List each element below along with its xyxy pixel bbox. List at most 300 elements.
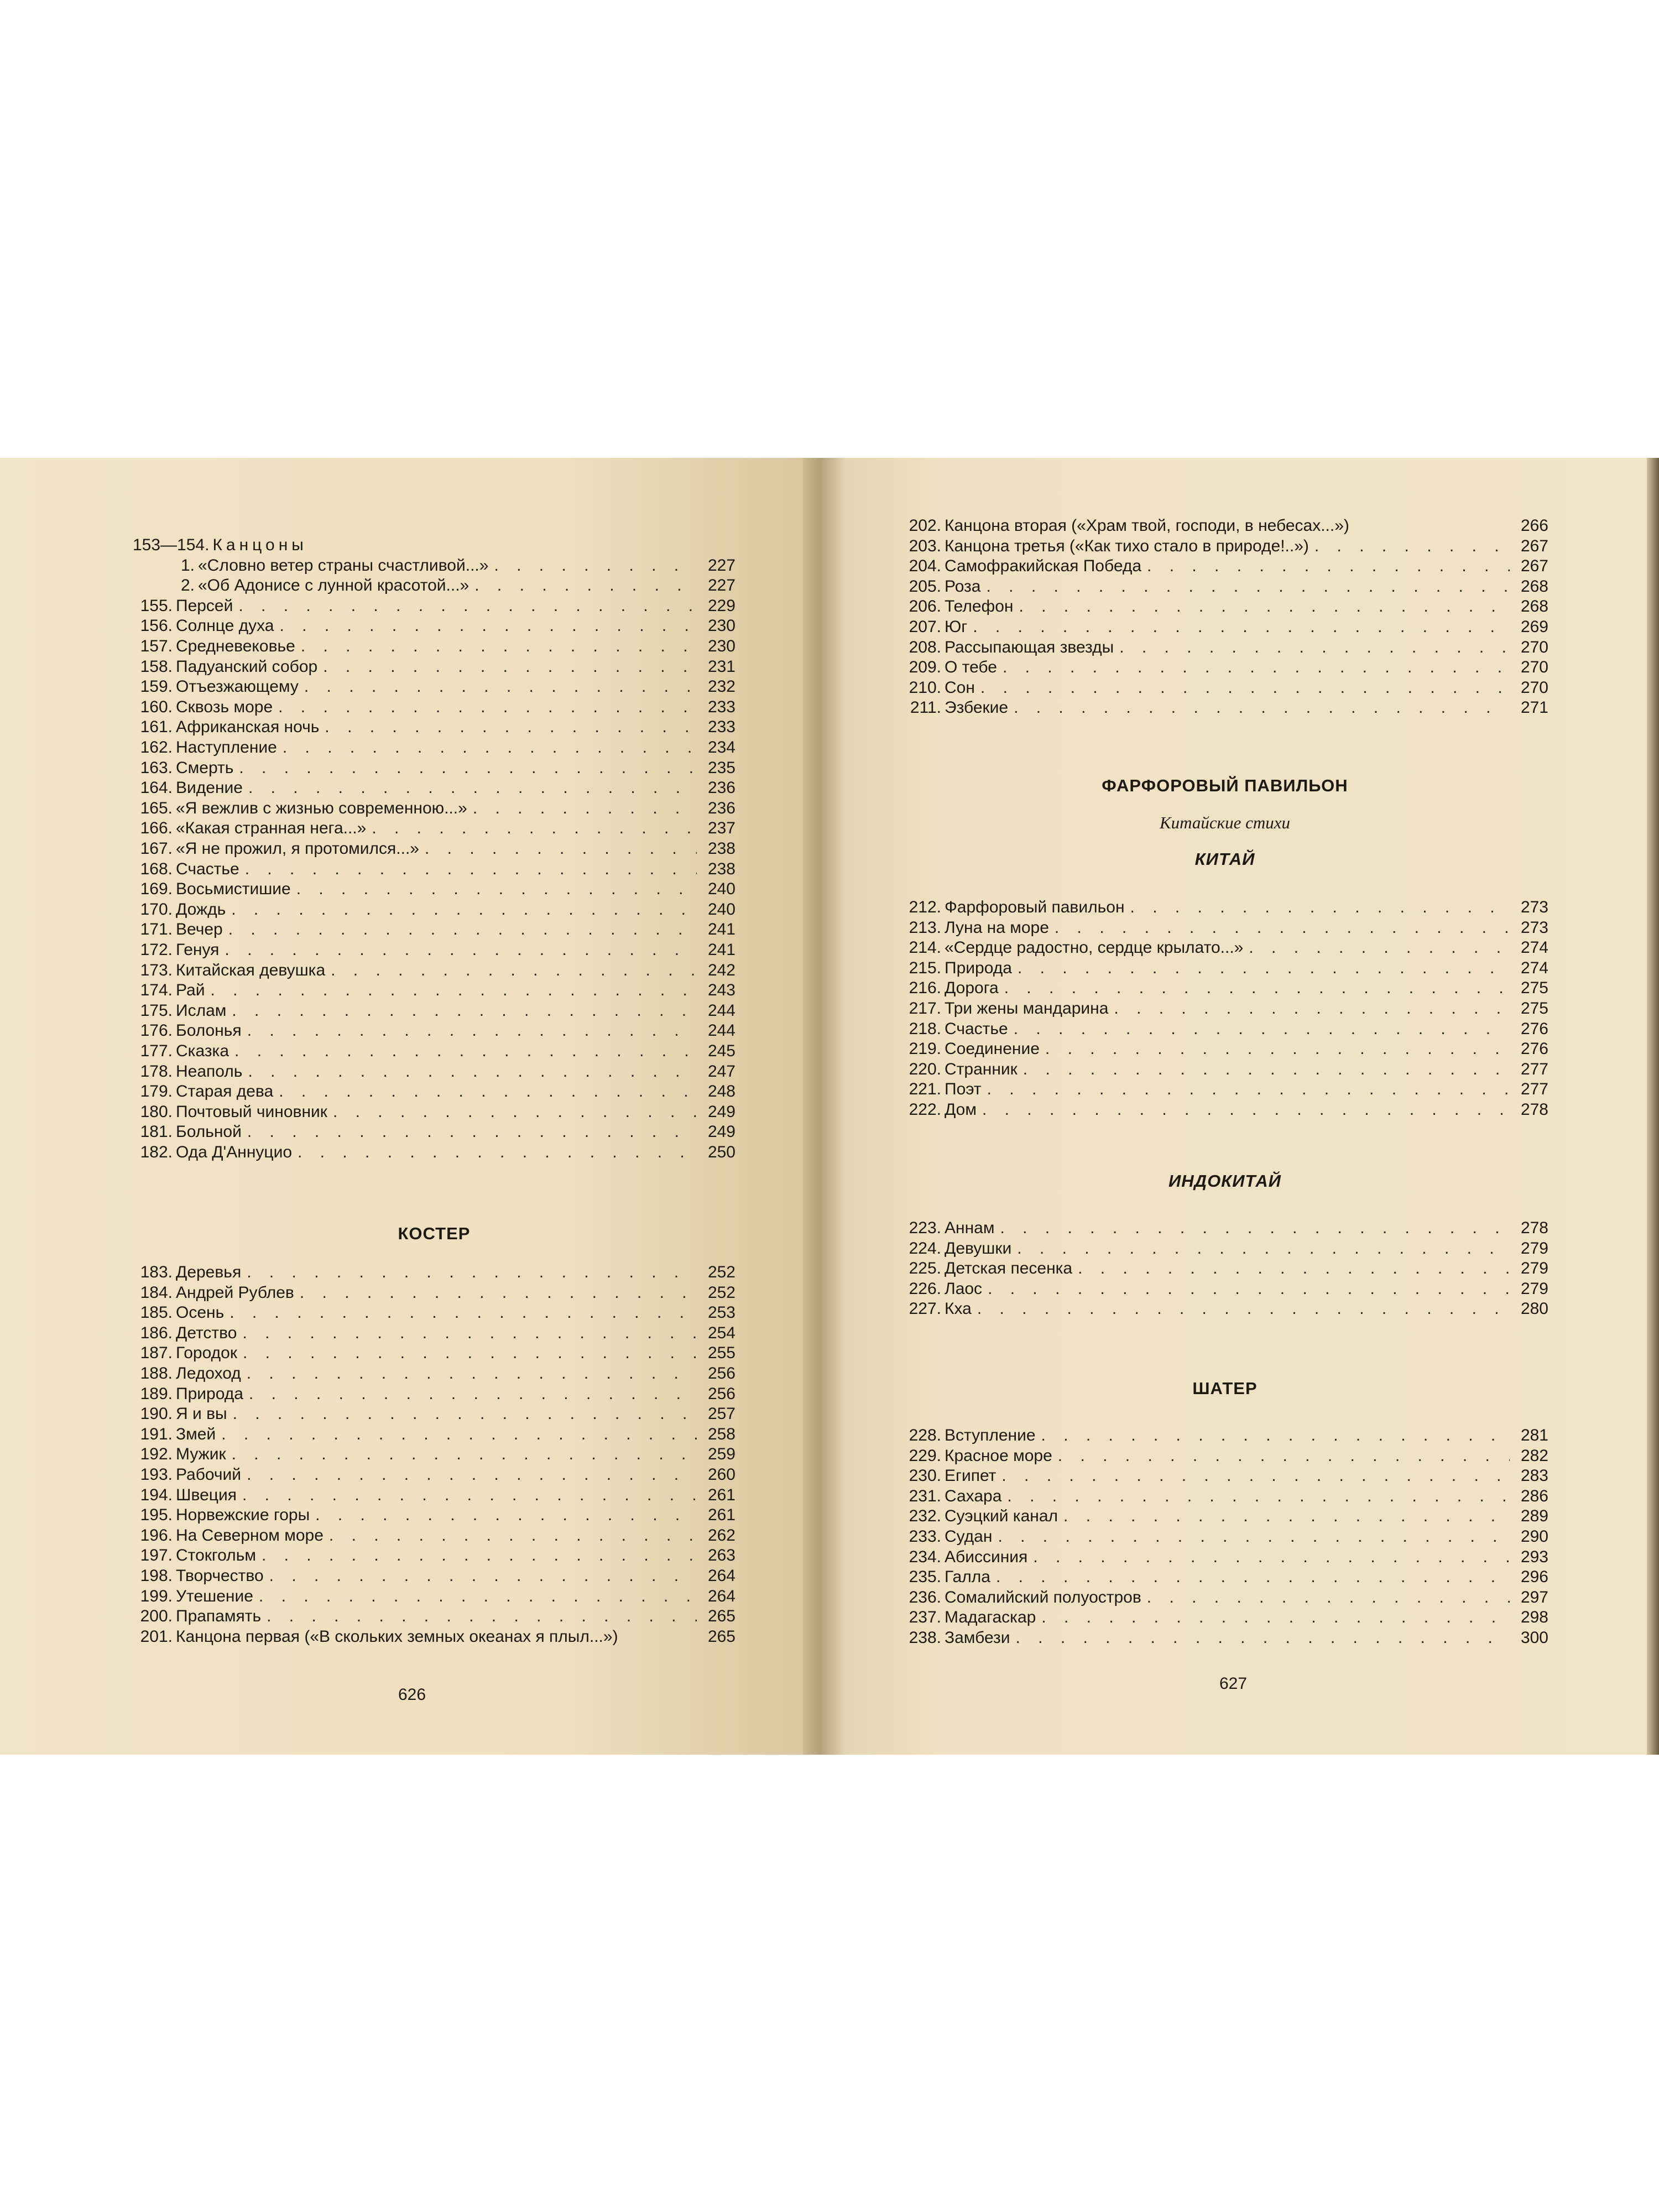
toc-entry-number: 173. (140, 961, 173, 979)
toc-entry-title: Аннам (945, 1219, 995, 1237)
toc-entry-number: 159. (140, 677, 173, 696)
toc-leader-dots (247, 1122, 697, 1142)
toc-leader-dots (1001, 1466, 1510, 1486)
toc-entry-page: 268 (1520, 597, 1548, 615)
toc-leader-dots (248, 1062, 697, 1082)
toc-entry (133, 818, 735, 838)
toc-entry-page: 278 (1520, 1219, 1548, 1237)
toc-entry-title: Я и вы (176, 1405, 227, 1423)
toc-entry-page: 254 (707, 1324, 735, 1342)
toc-entry (133, 1082, 735, 1102)
toc-entry-number: 168. (140, 860, 173, 878)
toc-entry-title: Рассыпающая звезды (945, 638, 1114, 656)
toc-leader-dots (279, 1082, 697, 1102)
toc-entry-number: 183. (140, 1263, 173, 1281)
toc-entry-title: Вступление (945, 1426, 1036, 1444)
toc-entry (901, 1299, 1548, 1319)
toc-entry (133, 1062, 735, 1082)
toc-entry-page: 270 (1520, 679, 1548, 697)
toc-entry (133, 1262, 735, 1282)
toc-leader-dots (973, 617, 1510, 637)
toc-leader-dots (278, 697, 697, 717)
toc-leader-dots (1130, 898, 1510, 917)
toc-entry-title: Средневековье (176, 637, 295, 655)
toc-entry-page: 234 (707, 738, 735, 757)
toc-entry-page: 261 (707, 1486, 735, 1504)
toc-entry-title: Детская песенка (945, 1259, 1073, 1277)
toc-leader-dots (232, 1001, 697, 1021)
toc-entry-title: Канцоны (212, 536, 307, 554)
toc-leader-dots (269, 1566, 697, 1586)
toc-leader-dots (1015, 1628, 1510, 1648)
toc-entry-number: 153—154. (133, 536, 210, 554)
toc-leader-dots (301, 637, 697, 656)
book-gutter (803, 458, 846, 1755)
toc-entry-number: 216. (909, 979, 941, 997)
toc-entry (901, 1100, 1548, 1120)
toc-leader-dots (1007, 1486, 1510, 1506)
toc-entry-title: Рабочий (176, 1465, 242, 1484)
toc-entry-title: Африканская ночь (176, 718, 320, 736)
toc-leader-dots (267, 1606, 697, 1626)
toc-entry-page: 260 (707, 1465, 735, 1484)
toc-entry-page: 280 (1520, 1300, 1548, 1318)
toc-entry (901, 1506, 1548, 1526)
toc-entry-number: 235. (909, 1568, 941, 1586)
toc-entry-page: 250 (707, 1143, 735, 1161)
toc-leader-dots (247, 1262, 697, 1282)
toc-entry-title: Рай (176, 981, 205, 999)
toc-entry-title: Восьмистишие (176, 880, 291, 898)
toc-leader-dots (262, 1546, 697, 1566)
toc-entry-title: Странник (945, 1060, 1018, 1078)
toc-entry (133, 576, 735, 596)
toc-entry-number: 228. (909, 1426, 941, 1444)
toc-leader-dots (1055, 918, 1510, 938)
toc-entry-number: 217. (909, 999, 941, 1018)
toc-entry-number: 194. (140, 1486, 173, 1504)
toc-entry (901, 556, 1548, 576)
toc-entry-number: 188. (140, 1364, 173, 1383)
toc-entry-title: Ислам (176, 1001, 227, 1020)
toc-entry (133, 1485, 735, 1505)
toc-entry-page: 265 (707, 1607, 735, 1625)
toc-leader-dots (1023, 1060, 1510, 1079)
toc-leader-dots (987, 1079, 1510, 1099)
toc-entry-page: 233 (707, 718, 735, 736)
toc-entry (901, 1279, 1548, 1299)
toc-entry-number: 189. (140, 1385, 173, 1403)
toc-entry-number: 230. (909, 1467, 941, 1485)
toc-entry-number: 166. (140, 819, 173, 837)
toc-entry-page: 256 (707, 1364, 735, 1383)
toc-entry-title: Андрей Рублев (176, 1284, 294, 1302)
toc-entry-title: «Об Адонисе с лунной красотой...» (198, 576, 469, 594)
toc-entry (133, 657, 735, 677)
toc-entry-title: Счастье (945, 1020, 1008, 1038)
toc-entry-title: «Какая странная нега...» (176, 819, 367, 837)
toc-entry-page: 270 (1520, 638, 1548, 656)
page-number: 626 (398, 1686, 426, 1704)
toc-entry-number: 212. (909, 898, 941, 916)
toc-entry (901, 958, 1548, 978)
toc-entry (133, 920, 735, 940)
toc-leader-dots (1003, 658, 1510, 677)
toc-leader-dots (323, 657, 697, 677)
toc-entry-number: 218. (909, 1020, 941, 1038)
toc-entry (901, 1239, 1548, 1259)
toc-entry-number: 170. (140, 900, 173, 919)
toc-entry-title: Сомалийский полуостров (945, 1588, 1141, 1606)
toc-leader-dots (233, 1404, 697, 1424)
toc-leader-dots (238, 596, 697, 616)
toc-entry-title: Канцона первая («В скольких земных океанах я плыл...») (176, 1627, 618, 1646)
toc-entry-page: 283 (1520, 1467, 1548, 1485)
toc-entry-number: 174. (140, 981, 173, 999)
toc-leader-dots (249, 1384, 697, 1404)
toc-entry (901, 1608, 1548, 1627)
toc-entry-title: Природа (945, 959, 1012, 977)
toc-entry-number: 198. (140, 1567, 173, 1585)
toc-leader-dots (1019, 597, 1510, 617)
toc-leader-dots (1063, 1506, 1510, 1526)
toc-entry-page: 289 (1520, 1507, 1548, 1525)
toc-leader-dots (296, 879, 697, 899)
toc-entry-title: О тебе (945, 658, 997, 676)
toc-entry-number: 199. (140, 1587, 173, 1605)
toc-entry (133, 596, 735, 616)
toc-entry-page: 255 (707, 1344, 735, 1362)
toc-entry-title: Видение (176, 779, 243, 797)
toc-entry-page: 278 (1520, 1100, 1548, 1119)
toc-leader-dots (1041, 1608, 1510, 1627)
toc-entry-title: Сквозь море (176, 698, 273, 716)
toc-entry-title: Прапамять (176, 1607, 262, 1625)
toc-entry-page: 231 (707, 658, 735, 676)
toc-entry-title: Кха (945, 1300, 972, 1318)
page-number: 627 (1219, 1674, 1248, 1693)
toc-entry-page: 262 (707, 1526, 735, 1545)
toc-entry-number: 237. (909, 1608, 941, 1626)
toc-entry-number: 202. (909, 517, 941, 535)
toc-entry-number: 158. (140, 658, 173, 676)
toc-entry (901, 536, 1548, 556)
toc-entry-number: 223. (909, 1219, 941, 1237)
toc-entry-number: 210. (909, 679, 941, 697)
toc-entry-title: Творчество (176, 1567, 264, 1585)
toc-entry (133, 1041, 735, 1061)
toc-entry (133, 1384, 735, 1404)
toc-entry-number: 213. (909, 919, 941, 937)
toc-entry-page: 268 (1520, 577, 1548, 596)
toc-entry-number: 179. (140, 1082, 173, 1100)
toc-entry-page: 271 (1520, 698, 1548, 717)
toc-entry-title: Китайская девушка (176, 961, 326, 979)
toc-entry (901, 617, 1548, 637)
toc-leader-dots (1018, 958, 1510, 978)
toc-entry (133, 859, 735, 879)
toc-entry-page: 275 (1520, 999, 1548, 1018)
toc-leader-dots (1058, 1446, 1510, 1466)
toc-entry-number: 197. (140, 1546, 173, 1564)
toc-entry-number: 190. (140, 1405, 173, 1423)
toc-entry (133, 799, 735, 818)
toc-entry-title: Утешение (176, 1587, 253, 1605)
toc-entry-page: 282 (1520, 1447, 1548, 1465)
toc-entry (901, 999, 1548, 1019)
toc-entry-number: 176. (140, 1021, 173, 1040)
toc-entry-number: 171. (140, 920, 173, 938)
toc-entry-title: Замбези (945, 1629, 1010, 1647)
toc-entry (901, 1426, 1548, 1446)
toc-entry-number: 162. (140, 738, 173, 757)
toc-entry-page: 274 (1520, 959, 1548, 977)
toc-entry-page: 273 (1520, 919, 1548, 937)
toc-leader-dots (279, 616, 697, 636)
toc-entry-number: 169. (140, 880, 173, 898)
toc-leader-dots (231, 900, 697, 920)
toc-entry (901, 577, 1548, 597)
toc-entry-title: Солнце духа (176, 617, 274, 635)
toc-entry-number: 238. (909, 1629, 941, 1647)
toc-leader-dots (221, 1425, 697, 1444)
toc-entry-page: 244 (707, 1001, 735, 1020)
toc-entry-page: 241 (707, 920, 735, 938)
toc-entry-number: 2. (180, 576, 195, 594)
toc-entry-page: 293 (1520, 1548, 1548, 1566)
toc-entry-title: Телефон (945, 597, 1014, 615)
toc-entry-page: 259 (707, 1445, 735, 1463)
toc-entry-page: 244 (707, 1021, 735, 1040)
toc-leader-dots (473, 799, 697, 818)
toc-entry (901, 1039, 1548, 1059)
toc-entry-number: 205. (909, 577, 941, 596)
toc-entry-number: 229. (909, 1447, 941, 1465)
toc-entry (901, 918, 1548, 938)
toc-entry-number: 203. (909, 537, 941, 555)
toc-entry-number: 186. (140, 1324, 173, 1342)
toc-entry-page: 252 (707, 1284, 735, 1302)
toc-entry-page: 258 (707, 1425, 735, 1443)
toc-entry (901, 1628, 1548, 1648)
toc-leader-dots (325, 717, 697, 737)
toc-leader-dots (210, 980, 697, 1000)
toc-leader-dots (248, 778, 697, 798)
toc-entry (133, 738, 735, 758)
toc-entry-number: 180. (140, 1103, 173, 1121)
toc-entry-page: 245 (707, 1042, 735, 1060)
toc-entry-number: 182. (140, 1143, 173, 1161)
toc-entry-page: 236 (707, 779, 735, 797)
toc-entry-number: 222. (909, 1100, 941, 1119)
toc-entry-page: 296 (1520, 1568, 1548, 1586)
toc-entry-page: 243 (707, 981, 735, 999)
toc-entry-number: 220. (909, 1060, 941, 1078)
toc-entry-page: 266 (1520, 517, 1548, 535)
toc-entry-page: 227 (707, 556, 735, 575)
toc-leader-dots (1033, 1547, 1510, 1567)
toc-entry-title: Падуанский собор (176, 658, 318, 676)
toc-leader-dots (331, 961, 697, 980)
toc-entry (901, 597, 1548, 617)
toc-entry-title: Осень (176, 1303, 225, 1322)
toc-leader-dots (988, 1279, 1510, 1299)
toc-leader-dots (425, 839, 697, 859)
toc-entry (901, 698, 1548, 718)
section-subheading: Китайские стихи (1159, 813, 1291, 832)
toc-entry-page: 300 (1520, 1629, 1548, 1647)
toc-entry-number: 234. (909, 1548, 941, 1566)
toc-leader-dots (977, 1299, 1510, 1319)
toc-entry (133, 1404, 735, 1424)
toc-entry-number: 187. (140, 1344, 173, 1362)
toc-entry-number: 231. (909, 1487, 941, 1505)
toc-entry (133, 637, 735, 656)
toc-entry-page: 248 (707, 1082, 735, 1100)
toc-entry-number: 225. (909, 1259, 941, 1277)
toc-entry-title: Сказка (176, 1042, 229, 1060)
toc-entry-number: 167. (140, 839, 173, 858)
toc-entry-title: Природа (176, 1385, 243, 1403)
toc-entry (133, 717, 735, 737)
toc-entry (133, 1122, 735, 1142)
toc-entry-title: Канцона третья («Как тихо стало в природе!..») (945, 537, 1309, 555)
toc-leader-dots (225, 940, 697, 960)
toc-entry-number: 195. (140, 1506, 173, 1524)
toc-entry-title: Детство (176, 1324, 237, 1342)
toc-entry (133, 1001, 735, 1021)
toc-entry-title: «Словно ветер страны счастливой...» (198, 556, 489, 575)
toc-leader-dots (232, 1444, 697, 1464)
toc-leader-dots (283, 738, 697, 758)
toc-entry (133, 1566, 735, 1586)
toc-entry-title: Почтовый чиновник (176, 1103, 327, 1121)
toc-leader-dots (1045, 1039, 1510, 1059)
toc-entry-title: «Я не прожил, я протомился...» (176, 839, 419, 858)
toc-entry-page: 264 (707, 1587, 735, 1605)
toc-entry (133, 1425, 735, 1444)
toc-entry-number: 211. (910, 698, 941, 717)
toc-entry-number: 160. (140, 698, 173, 716)
toc-entry-title: Сахара (945, 1487, 1002, 1505)
toc-entry-title: Змей (176, 1425, 216, 1443)
section-heading-china: КИТАЙ (1194, 849, 1255, 869)
toc-entry (133, 1526, 735, 1546)
toc-entry (901, 898, 1548, 917)
toc-entry (901, 1527, 1548, 1547)
toc-entry-page: 261 (707, 1506, 735, 1524)
toc-leader-dots (333, 1102, 697, 1122)
toc-entry (133, 1587, 735, 1606)
toc-leader-dots (1147, 556, 1510, 576)
toc-entry-number: 165. (140, 799, 173, 817)
toc-entry-number: 224. (909, 1239, 941, 1258)
toc-leader-dots (982, 1100, 1510, 1120)
toc-leader-dots (247, 1021, 697, 1041)
toc-entry-title: Дорога (945, 979, 999, 997)
toc-entry-title: Стокгольм (176, 1546, 256, 1564)
toc-entry (901, 938, 1548, 958)
toc-entry (133, 1364, 735, 1384)
toc-entry-number: 209. (909, 658, 941, 676)
toc-entry-title: Неаполь (176, 1062, 243, 1081)
toc-entry (133, 1303, 735, 1323)
toc-entry-number: 172. (140, 941, 173, 959)
toc-entry (133, 900, 735, 920)
toc-entry-number: 219. (909, 1040, 941, 1058)
toc-entry-number: 156. (140, 617, 173, 635)
toc-entry-title: На Северном море (176, 1526, 324, 1545)
toc-entry-title: Больной (176, 1123, 242, 1141)
toc-entry-page: 256 (707, 1385, 735, 1403)
toc-entry (133, 839, 735, 859)
toc-entry (133, 677, 735, 697)
toc-entry (901, 638, 1548, 658)
toc-entry-title: Поэт (945, 1080, 982, 1098)
toc-entry-title: Вечер (176, 920, 223, 938)
toc-entry-title: Смерть (176, 759, 234, 777)
toc-leader-dots (1014, 1019, 1510, 1039)
section-heading-koster: КОСТЕР (398, 1224, 471, 1243)
toc-entry-number: 233. (909, 1527, 941, 1546)
toc-entry (133, 1343, 735, 1363)
toc-leader-dots (300, 1283, 697, 1303)
toc-leader-dots (315, 1505, 697, 1525)
toc-entry-title: Три жены мандарина (945, 999, 1109, 1018)
toc-entry-page: 249 (707, 1123, 735, 1141)
toc-entry-page: 238 (707, 860, 735, 878)
toc-entry-title: Луна на море (945, 919, 1049, 937)
toc-entry-page: 274 (1520, 938, 1548, 957)
toc-entry-number: 232. (909, 1507, 941, 1525)
toc-entry-title: Дождь (176, 900, 226, 919)
toc-entry-title: Красное море (945, 1447, 1052, 1465)
toc-entry (133, 1102, 735, 1122)
toc-leader-dots (1119, 638, 1510, 658)
toc-entry-number: 1. (180, 556, 195, 575)
toc-entry-number: 236. (909, 1588, 941, 1606)
toc-entry (133, 1021, 735, 1041)
toc-entry-number: 175. (140, 1001, 173, 1020)
toc-entry-page: 276 (1520, 1020, 1548, 1038)
toc-entry-page: 247 (707, 1062, 735, 1081)
toc-entry-page: 264 (707, 1567, 735, 1585)
toc-entry-page: 277 (1520, 1060, 1548, 1078)
toc-entry-title: Судан (945, 1527, 993, 1546)
toc-entry-page: 230 (707, 617, 735, 635)
toc-entry-number: 192. (140, 1445, 173, 1463)
toc-entry-title: «Я вежлив с жизнью современною...» (176, 799, 467, 817)
toc-leader-dots (1004, 978, 1510, 998)
section-heading-indochina: ИНДОКИТАЙ (1168, 1171, 1281, 1191)
toc-entry-number: 155. (140, 597, 173, 615)
toc-entry (901, 1486, 1548, 1506)
toc-leader-dots (304, 677, 697, 697)
toc-entry (901, 678, 1548, 698)
toc-entry-page: 240 (707, 900, 735, 919)
toc-entry-title: Персей (176, 597, 233, 615)
toc-entry-page: 240 (707, 880, 735, 898)
toc-entry-number: 193. (140, 1465, 173, 1484)
toc-leader-dots (996, 1567, 1510, 1587)
toc-entry-number: 206. (909, 597, 941, 615)
toc-entry-title: Деревья (176, 1263, 242, 1281)
toc-leader-dots (494, 556, 697, 576)
toc-entry-title: Ледоход (176, 1364, 241, 1383)
toc-entry-number: 215. (909, 959, 941, 977)
toc-entry-title: Ода Д'Аннуцио (176, 1143, 293, 1161)
toc-leader-dots (1249, 938, 1510, 958)
